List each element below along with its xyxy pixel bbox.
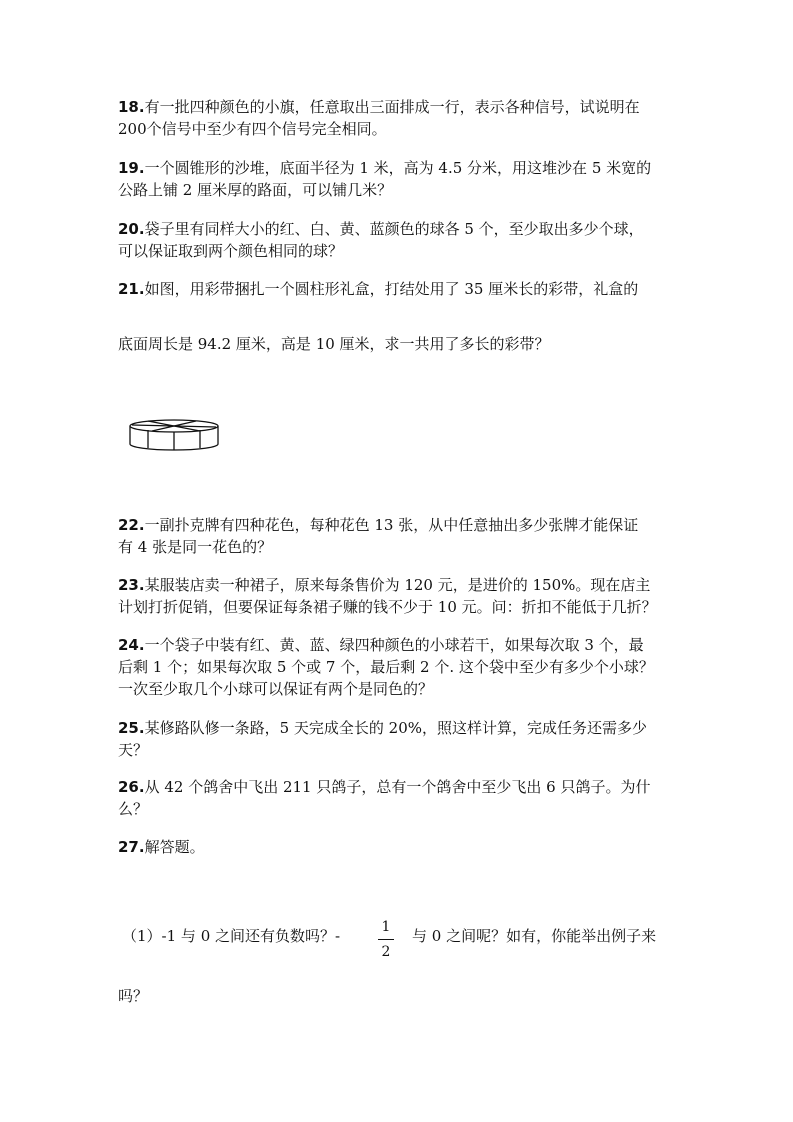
q26-number: 26.	[118, 778, 145, 796]
q22-line-1: 22.一副扑克牌有四种花色，每种花色 13 张，从中任意抽出多少张牌才能保证	[118, 516, 639, 534]
q20-line-2: 可以保证取到两个颜色相同的球？	[118, 242, 344, 260]
q27-line-1: 27.解答题。	[118, 838, 205, 856]
q18-number: 18.	[118, 98, 145, 116]
q20-line-1: 20.袋子里有同样大小的红、白、黄、蓝颜色的球各 5 个，至少取出多少个球，	[118, 220, 644, 238]
q21-line-2: 底面周长是 94.2 厘米，高是 10 厘米，求一共用了多长的彩带？	[118, 335, 550, 353]
q26-line-2: 么？	[118, 800, 149, 818]
cylinder-gift-box-figure	[128, 418, 220, 456]
q25-line-1: 25.某修路队修一条路，5 天完成全长的 20%，照这样计算，完成任务还需多少	[118, 719, 648, 737]
q25-line-2: 天？	[118, 741, 149, 759]
q21-line-1: 21.如图，用彩带捆扎一个圆柱形礼盒，打结处用了 35 厘米长的彩带，礼盒的	[118, 280, 639, 298]
fraction-bar	[378, 939, 394, 940]
q24-line-1: 24.一个袋子中装有红、黄、蓝、绿四种颜色的小球若干，如果每次取 3 个，最	[118, 636, 644, 654]
q24-number: 24.	[118, 636, 145, 654]
q23-line-1: 23.某服装店卖一种裙子，原来每条售价为 120 元，是进价的 150%。现在店主	[118, 576, 651, 594]
fraction-denominator: 2	[381, 944, 391, 960]
q18-line-1: 18.有一批四种颜色的小旗，任意取出三面排成一行，表示各种信号，试说明在	[118, 98, 640, 116]
fraction-one-half	[376, 918, 396, 961]
q22-line-2: 有 4 张是同一花色的？	[118, 538, 273, 556]
q22-number: 22.	[118, 516, 145, 534]
q27-number: 27.	[118, 838, 145, 856]
q24-line-3: 一次至少取几个小球可以保证有两个是同色的？	[118, 680, 434, 698]
q18-line-2: 200个信号中至少有四个信号完全相同。	[118, 120, 387, 138]
q24-line-2: 后剩 1 个；如果每次取 5 个或 7 个，最后剩 2 个. 这个袋中至少有多少个小球？	[118, 658, 654, 676]
q19-line-1: 19.一个圆锥形的沙堆，底面半径为 1 米，高为 4.5 分米，用这堆沙在 5 米宽的	[118, 159, 652, 177]
sub-question-part-a: （1）-1 与 0 之间还有负数吗？-	[122, 927, 341, 945]
q21-number: 21.	[118, 280, 145, 298]
sub-question-part-c: 吗？	[118, 987, 149, 1005]
q19-number: 19.	[118, 159, 145, 177]
fraction-numerator: 1	[381, 919, 391, 935]
sub-question-part-b: 与 0 之间呢？如有，你能举出例子来	[412, 927, 657, 945]
q19-line-2: 公路上铺 2 厘米厚的路面，可以铺几米？	[118, 181, 393, 199]
q23-line-2: 计划打折促销，但要保证每条裙子赚的钱不少于 10 元。问：折扣不能低于几折？	[118, 598, 657, 616]
q25-number: 25.	[118, 719, 145, 737]
q20-number: 20.	[118, 220, 145, 238]
q26-line-1: 26.从 42 个鸽舍中飞出 211 只鸽子，总有一个鸽舍中至少飞出 6 只鸽子。为什	[118, 778, 651, 796]
q23-number: 23.	[118, 576, 145, 594]
